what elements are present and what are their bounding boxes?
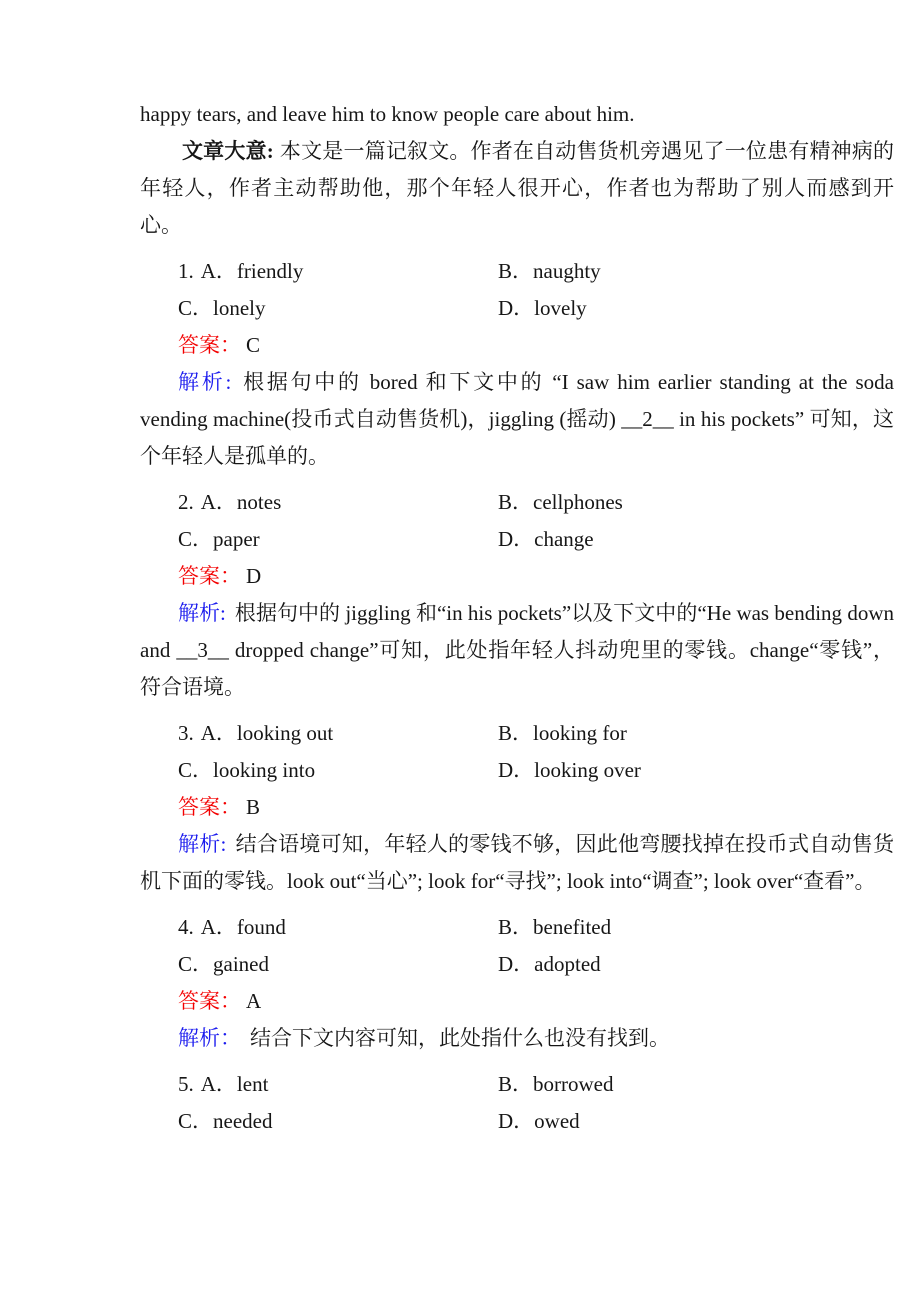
option-row xyxy=(178,715,894,752)
analysis-label: 解析: xyxy=(178,601,226,625)
option-row xyxy=(178,521,894,558)
analysis-label: 解析: xyxy=(178,832,227,856)
summary-text: 本文是一篇记叙文。作者在自动售货机旁遇见了一位患有精神病的年轻人，作者主动帮助他，那个年轻人很开心，作者也为帮助了别人而感到开心。 xyxy=(140,139,895,237)
option-d: D．adopted xyxy=(498,952,601,976)
analysis-label: 解析: xyxy=(178,370,232,394)
option-c: C．gained xyxy=(178,952,269,976)
option-a: A．looking out xyxy=(200,721,334,745)
answer-line xyxy=(178,983,894,1020)
analysis-paragraph xyxy=(140,826,894,900)
answer-label: 答案： xyxy=(178,989,241,1013)
answer-label: 答案： xyxy=(178,333,241,357)
option-c: C．lonely xyxy=(178,296,266,320)
option-a: A．friendly xyxy=(200,259,304,283)
analysis-text: 根据句中的 jiggling 和“in his pockets”以及下文中的“He was bending down and __3__ dropped change”可知，此处指年轻人抖动兜里的零钱。change“零钱”，符合语境。 xyxy=(140,601,894,699)
option-row xyxy=(178,253,894,290)
option-d: D．owed xyxy=(498,1109,580,1133)
analysis-paragraph xyxy=(140,1020,894,1057)
option-row xyxy=(178,290,894,327)
option-row xyxy=(178,1066,894,1103)
question-block-2 xyxy=(140,484,894,706)
option-a: A．lent xyxy=(200,1072,269,1096)
answer-value: A xyxy=(246,989,262,1013)
analysis-paragraph xyxy=(140,595,894,706)
question-number: 1. xyxy=(178,259,194,283)
question-number: 3. xyxy=(178,721,194,745)
question-number: 4. xyxy=(178,915,194,939)
option-d: D．lovely xyxy=(498,296,587,320)
option-a: A．notes xyxy=(200,490,282,514)
option-b: B．cellphones xyxy=(498,490,623,514)
answer-line xyxy=(178,327,894,364)
option-row xyxy=(178,946,894,983)
analysis-paragraph xyxy=(140,364,894,475)
analysis-text: 根据句中的 bored 和下文中的 “I saw him earlier standing at the soda vending machine(投币式自动售货机)，jiggling (摇动) __2__ in his pockets” 可知，这个年轻人是孤单的。 xyxy=(140,370,894,468)
answer-value: B xyxy=(246,795,261,819)
question-block-3 xyxy=(140,715,894,900)
option-row xyxy=(178,752,894,789)
option-c: C．paper xyxy=(178,527,260,551)
option-b: B．benefited xyxy=(498,915,612,939)
answer-value: D xyxy=(246,564,262,588)
question-block-4 xyxy=(140,909,894,1057)
answer-value: C xyxy=(246,333,261,357)
option-c: C．needed xyxy=(178,1109,273,1133)
question-number: 5. xyxy=(178,1072,194,1096)
answer-label: 答案： xyxy=(178,564,241,588)
option-row xyxy=(178,1103,894,1140)
option-b: B．naughty xyxy=(498,259,601,283)
option-d: D．looking over xyxy=(498,758,641,782)
passage-summary xyxy=(140,133,894,244)
option-b: B．borrowed xyxy=(498,1072,614,1096)
analysis-text: 结合语境可知，年轻人的零钱不够，因此他弯腰找掉在投币式自动售货机下面的零钱。look out“当心”; look for“寻找”; look into“调查”; look over“查看”。 xyxy=(140,832,895,893)
question-block-5 xyxy=(140,1066,894,1140)
analysis-label: 解析： xyxy=(178,1026,241,1050)
option-row xyxy=(178,484,894,521)
option-row xyxy=(178,909,894,946)
answer-line xyxy=(178,789,894,826)
question-number: 2. xyxy=(178,490,194,514)
option-d: D．change xyxy=(498,527,594,551)
summary-label: 文章大意: xyxy=(182,139,274,163)
answer-label: 答案： xyxy=(178,795,241,819)
option-b: B．looking for xyxy=(498,721,627,745)
option-a: A．found xyxy=(200,915,286,939)
answer-line xyxy=(178,558,894,595)
passage-ending-line: happy tears, and leave him to know people care about him. xyxy=(140,102,635,126)
analysis-text: 结合下文内容可知，此处指什么也没有找到。 xyxy=(250,1026,670,1050)
question-block-1 xyxy=(140,253,894,475)
option-c: C．looking into xyxy=(178,758,316,782)
